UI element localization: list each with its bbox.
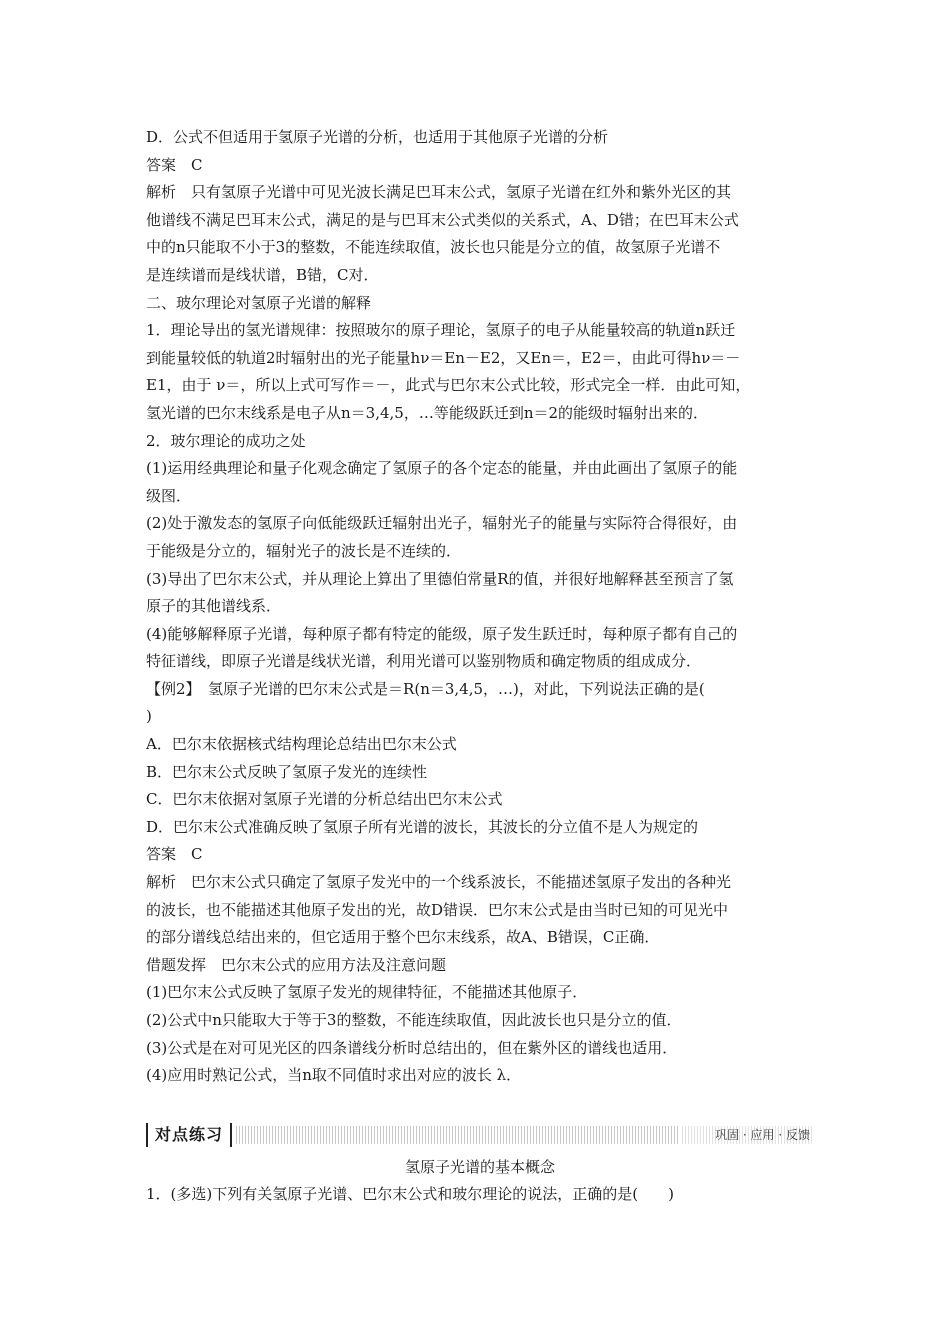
question-1: 1．(多选)下列有关氢原子光谱、巴尔末公式和玻尔理论的说法，正确的是( ): [146, 1185, 674, 1203]
analysis-line: 的部分谱线总结出来的，但它适用于整个巴尔末线系，故A、B错误，C正确．: [146, 928, 660, 947]
paragraph-line: (2)处于激发态的氢原子向低能级跃迁辐射出光子，辐射光子的能量与实际符合得很好，由: [146, 514, 738, 533]
tip-item: (1)巴尔末公式反映了氢原子发光的规律特征，不能描述其他原子．: [146, 983, 588, 1002]
option-b-line: B．巴尔末公式反映了氢原子发光的连续性: [146, 762, 428, 781]
paragraph-line: 级图．: [146, 486, 192, 505]
analysis-line: 的波长，也不能描述其他原子发出的光，故D错误．巴尔末公式是由当时已知的可见光中: [146, 900, 729, 919]
option-d-line: D．巴尔末公式准确反映了氢原子所有光谱的波长，其波长的分立值不是人为规定的: [146, 817, 699, 836]
option-a-line: A．巴尔末依据核式结构理论总结出巴尔末公式: [146, 735, 457, 754]
paragraph-line: (3)导出了巴尔末公式，并从理论上算出了里德伯常量R的值，并很好地解释甚至预言了氢: [146, 569, 734, 588]
section-title: 氢原子光谱的基本概念: [404, 1158, 555, 1176]
paragraph-line: (1)运用经典理论和量子化观念确定了氢原子的各个定态的能量，并由此画出了氢原子的能: [146, 459, 738, 478]
option-c-line: C．巴尔末依据对氢原子光谱的分析总结出巴尔末公式: [146, 790, 503, 809]
analysis-line-1: 解析 只有氢原子光谱中可见光波长满足巴耳末公式，氢原子光谱在红外和紫外光区的其: [146, 183, 732, 202]
analysis-line-3: 中的n只能取不小于3的整数，不能连续取值，波长也只能是分立的值，故氢原子光谱不: [146, 238, 721, 257]
analysis-line: 解析 巴尔末公式只确定了氢原子发光中的一个线系波长，不能描述氢原子发出的各种光: [146, 873, 732, 892]
paragraph-line: 1．理论导出的氢光谱规律：按照玻尔的原子理论，氢原子的电子从能量较高的轨道n跃迁: [146, 321, 736, 340]
tip-item: (4)应用时熟记公式，当n取不同值时求出对应的波长 λ．: [146, 1066, 522, 1085]
banner-title: 对点练习: [146, 1123, 232, 1147]
answer-line: 答案 C: [146, 845, 203, 864]
practice-banner: [146, 1123, 814, 1147]
paragraph-line: E1，由于 ν＝，所以上式可写作＝－，此式与巴尔末公式比较，形式完全一样．由此可知，: [146, 376, 751, 395]
example-2-paren: ): [146, 707, 152, 726]
banner-tags: 巩固 · 应用 · 反馈: [682, 1126, 814, 1144]
subheading-line: 2．玻尔理论的成功之处: [146, 431, 306, 450]
banner-dotted-fill: [236, 1126, 678, 1144]
tip-heading: 借题发挥 巴尔末公式的应用方法及注意问题: [146, 955, 447, 974]
answer-line: 答案 C: [146, 155, 203, 174]
paragraph-line: 特征谱线，即原子光谱是线状光谱，利用光谱可以鉴别物质和确定物质的组成成分．: [146, 652, 702, 671]
paragraph-line: (4)能够解释原子光谱，每种原子都有特定的能级，原子发生跃迁时，每种原子都有自己的: [146, 624, 738, 643]
analysis-line-4: 是连续谱而是线状谱，B错，C对．: [146, 265, 379, 284]
paragraph-line: 到能量较低的轨道2时辐射出的光子能量hν＝En－E2，又En＝，E2＝，由此可得hν＝－: [146, 348, 741, 367]
paragraph-line: 于能级是分立的，辐射光子的波长是不连续的．: [146, 541, 462, 560]
section-heading-2: 二、玻尔理论对氢原子光谱的解释: [146, 293, 372, 312]
example-2-question: 【例2】 氢原子光谱的巴尔末公式是＝R(n＝3,4,5，…)，对此，下列说法正确的是(: [146, 679, 705, 698]
analysis-line-2: 他谱线不满足巴耳末公式，满足的是与巴耳末公式类似的关系式，A、D错；在巴耳末公式: [146, 210, 739, 229]
tip-item: (2)公式中n只能取大于等于3的整数，不能连续取值，因此波长也只是分立的值．: [146, 1011, 682, 1029]
document-body: [146, 124, 814, 1090]
paragraph-line: 氢光谱的巴尔末线系是电子从n＝3,4,5，…等能级跃迁到n＝2的能级时辐射出来的．: [146, 403, 709, 422]
tip-item: (3)公式是在对可见光区的四条谱线分析时总结出的，但在紫外区的谱线也适用．: [146, 1038, 678, 1057]
paragraph-line: 原子的其他谱线系．: [146, 597, 282, 616]
option-d-line: D．公式不但适用于氢原子光谱的分析，也适用于其他原子光谱的分析: [146, 128, 609, 146]
